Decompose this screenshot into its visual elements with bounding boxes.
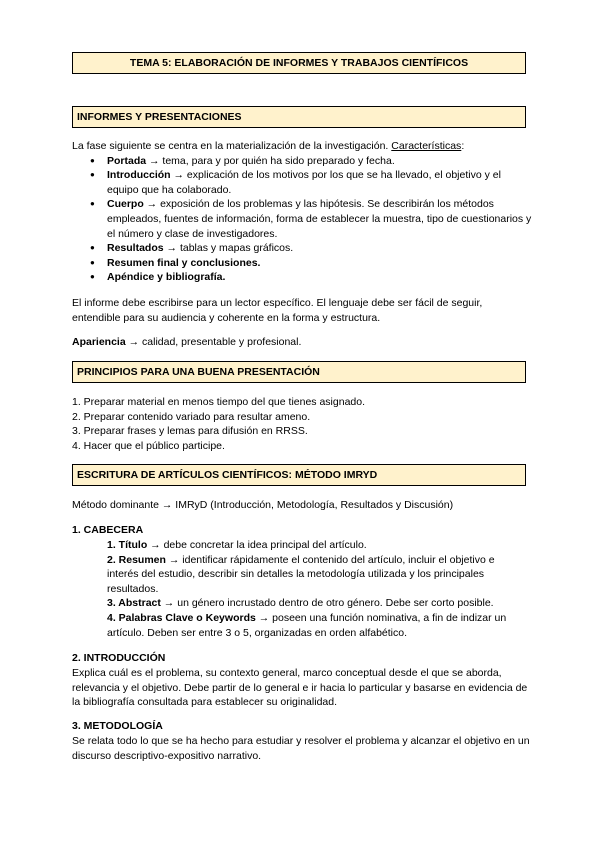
list-item — [72, 168, 532, 197]
list-item — [72, 256, 532, 271]
caracteristicas-list — [72, 154, 532, 285]
list-item — [72, 154, 532, 169]
imryd-intro: Método dominante → IMRyD (Introducción, Metodología, Resultados y Discusión) — [72, 499, 454, 511]
informe-paragraph: El informe debe escribirse para un lector específico. El lenguaje debe ser fácil de seguir, entendible para su audiencia y coherente en la forma y estructura. — [72, 297, 483, 324]
item-term: Resumen final y conclusiones. — [107, 256, 261, 269]
page-title: TEMA 5: ELABORACIÓN DE INFORMES Y TRABAJOS CIENTÍFICOS — [72, 52, 526, 74]
item-text: → debe concretar la idea principal del artículo. — [147, 539, 367, 551]
section-heading-informes: INFORMES Y PRESENTACIONES — [72, 106, 526, 128]
item-term: 1. Título — [107, 539, 148, 551]
item-term: Introducción — [107, 169, 171, 182]
list-item — [107, 553, 525, 597]
item-text: → tema, para y por quién ha sido preparado y fecha. — [146, 154, 395, 167]
section-informes-body — [72, 139, 532, 285]
item-term: Cuerpo — [107, 198, 144, 211]
intro-colon: : — [461, 140, 465, 152]
item-term: 4. Palabras Clave o Keywords — [107, 611, 256, 624]
item-term: 3. Abstract — [107, 597, 161, 610]
cabecera-heading: 1. CABECERA — [72, 524, 144, 536]
item-text: → poseen una función nominativa, a fin de indizar un artículo. Deben ser entre 3 o 5, organizadas en orden alfabético. — [107, 611, 507, 639]
list-item — [107, 596, 525, 611]
introduccion-text: Explica cuál es el problema, su contexto general, marco conceptual desde el que se aborda, relevancia y el objetivo. Debe partir de lo general e ir hacia lo particular y basarse en evidencia de la bibliografía consultada para establecer su originalidad. — [72, 667, 528, 709]
item-text: → un género incrustado dentro de otro género. Debe ser corto posible. — [160, 597, 494, 610]
cabecera-list — [107, 538, 525, 640]
item-term: Portada — [107, 154, 147, 167]
intro-text: La fase siguiente se centra en la materialización de la investigación. — [72, 140, 392, 152]
list-item — [72, 270, 532, 285]
item-text: → exposición de los problemas y las hipótesis. Se describirán los métodos empleados, fuentes de información, forma de establecer la muestra, tipo de cuestionarios y el número y clase de investigadores. — [107, 198, 532, 240]
list-item: 1. Preparar material en menos tiempo del que tienes asignado. — [72, 396, 366, 408]
metodologia-text: Se relata todo lo que se ha hecho para estudiar y resolver el problema y alcanzar el objetivo en un discurso descriptivo-expositivo narrativo. — [72, 735, 530, 762]
list-item: 4. Hacer que el público participe. — [72, 439, 225, 452]
item-term: Apéndice y bibliografía. — [107, 271, 226, 284]
list-item — [72, 197, 532, 241]
item-term: Resultados — [107, 242, 164, 255]
list-item — [72, 241, 532, 256]
list-item — [107, 538, 525, 553]
caracteristicas-link: Características — [391, 140, 462, 152]
apariencia-term: Apariencia — [72, 336, 126, 348]
informes-intro — [72, 139, 532, 154]
introduccion-heading: 2. INTRODUCCIÓN — [72, 652, 166, 664]
item-text: → identificar rápidamente el contenido del artículo, incluir el objetivo e interés del estudio, describir sin detalles la metodología utilizada y los principales resultados. — [107, 553, 495, 595]
item-text: → explicación de los motivos por los que se ha llevado, el objetivo y el equipo que ha colaborado. — [107, 169, 501, 196]
list-item — [107, 611, 525, 640]
item-text: → tablas y mapas gráficos. — [163, 242, 294, 255]
principios-list — [72, 395, 532, 453]
section-heading-principios: PRINCIPIOS PARA UNA BUENA PRESENTACIÓN — [72, 361, 526, 383]
apariencia-line — [72, 335, 532, 350]
list-item: 3. Preparar frases y lemas para difusión en RRSS. — [72, 425, 308, 438]
apariencia-text: → calidad, presentable y profesional. — [125, 336, 302, 348]
section-heading-escritura: ESCRITURA DE ARTÍCULOS CIENTÍFICOS: MÉTODO IMRYD — [72, 464, 526, 486]
list-item: 2. Preparar contenido variado para resultar ameno. — [72, 410, 311, 423]
metodologia-heading: 3. METODOLOGÍA — [72, 720, 163, 732]
item-term: 2. Resumen — [107, 553, 166, 566]
